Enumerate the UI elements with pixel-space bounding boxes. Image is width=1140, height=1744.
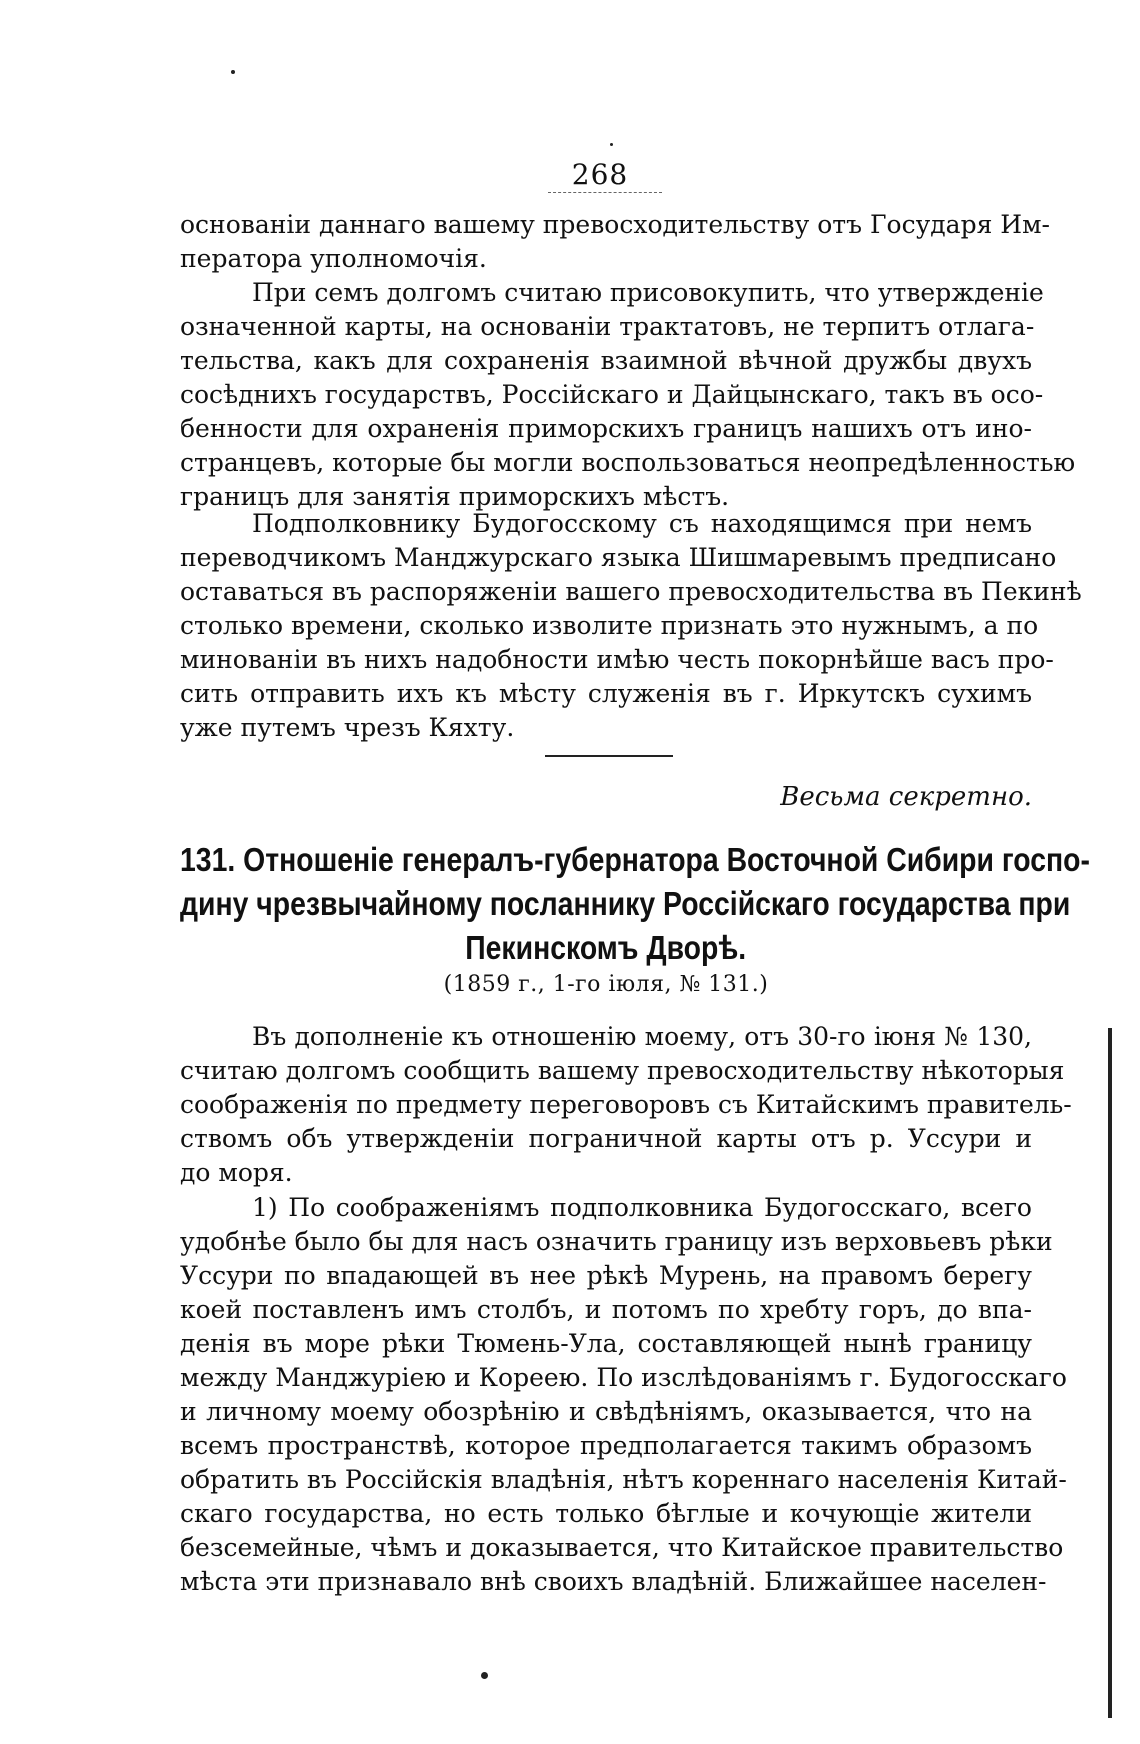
- paragraph-intro: [180, 1020, 1072, 1190]
- text-line: ператора уполномочія.: [180, 244, 487, 273]
- section-divider: [545, 755, 673, 757]
- scan-speck: [231, 70, 235, 74]
- text-line: коей поставленъ имъ столбъ, и потомъ по хребту горъ, до впа-: [180, 1295, 1032, 1324]
- paragraph-map: [180, 276, 1076, 514]
- text-line: При семъ долгомъ считаю присовокупить, что утвержденіе: [252, 278, 1044, 307]
- text-line: 1) По соображеніямъ подполковника Будогосскаго, всего: [252, 1193, 1032, 1222]
- text-line: означенной карты, на основаніи трактатовъ, не терпитъ отлага-: [180, 312, 1035, 341]
- text-line: оставаться въ распоряженіи вашего превосходительства въ Пекинѣ: [180, 577, 1082, 606]
- text-line: обратить въ Россійскія владѣнія, нѣтъ кореннаго населенія Китай-: [180, 1465, 1067, 1494]
- page-number: 268: [571, 158, 629, 191]
- text-line: ствомъ объ утвержденіи пограничной карты отъ р. Уссури и: [180, 1124, 1032, 1153]
- text-line: всемъ пространствѣ, которое предполагается такимъ образомъ: [180, 1431, 1032, 1460]
- text-line: переводчикомъ Манджурскаго языка Шишмаревымъ предписано: [180, 543, 1057, 572]
- scan-margin-shadow: [1108, 1028, 1112, 1718]
- paragraph-continuation: [180, 208, 1050, 276]
- text-line: мѣста эти признавало внѣ своихъ владѣній. Ближайшее населен-: [180, 1567, 1047, 1596]
- paragraph-budogossky: [180, 507, 1082, 745]
- text-line: странцевъ, которые бы могли воспользоваться неопредѣленностью: [180, 448, 1076, 477]
- text-line: Подполковнику Будогосскому съ находящимся при немъ: [252, 509, 1032, 538]
- heading-line: дину чрезвычайному посланнику Россійскаго государства при: [180, 885, 1071, 922]
- classification-label: Весьма секретно.: [780, 782, 1032, 812]
- text-line: между Манджуріею и Кореею. По изслѣдованіямъ г. Будогосскаго: [180, 1363, 1067, 1392]
- page-number-underline: [548, 192, 662, 193]
- paragraph-point-1: [180, 1191, 1067, 1599]
- text-line: Въ дополненіе къ отношенію моему, отъ 30-го іюня № 130,: [252, 1022, 1032, 1051]
- document-heading: [180, 838, 1090, 970]
- text-line: столько времени, сколько изволите признать это нужнымъ, а по: [180, 611, 1039, 640]
- heading-line: Пекинскомъ Дворѣ.: [465, 929, 747, 966]
- text-line: и личному моему обозрѣнію и свѣдѣніямъ, оказывается, что на: [180, 1397, 1032, 1426]
- text-line: основаніи даннаго вашему превосходительству отъ Государя Им-: [180, 210, 1050, 239]
- text-line: сить отправить ихъ къ мѣсту служенія въ г. Иркутскъ сухимъ: [180, 679, 1032, 708]
- text-line: до моря.: [180, 1158, 293, 1187]
- text-line: скаго государства, но есть только бѣглые и кочующіе жители: [180, 1499, 1032, 1528]
- scan-speck: [481, 1672, 488, 1679]
- text-line: соображенія по предмету переговоровъ съ Китайскимъ правитель-: [180, 1090, 1072, 1119]
- text-line: тельства, какъ для сохраненія взаимной вѣчной дружбы двухъ: [180, 346, 1032, 375]
- text-line: безсемейные, чѣмъ и доказывается, что Китайское правительство: [180, 1533, 1064, 1562]
- text-line: денія въ море рѣки Тюмень-Ула, составляющей нынѣ границу: [180, 1329, 1032, 1358]
- text-line: считаю долгомъ сообщить вашему превосходительству нѣкоторыя: [180, 1056, 1065, 1085]
- text-line: уже путемъ чрезъ Кяхту.: [180, 713, 515, 742]
- document-date: (1859 г., 1-го іюля, № 131.): [443, 972, 769, 997]
- text-line: бенности для охраненія приморскихъ границъ нашихъ отъ ино-: [180, 414, 1032, 443]
- scan-speck: [610, 143, 613, 146]
- text-line: Уссури по впадающей въ нее рѣкѣ Мурень, на правомъ берегу: [180, 1261, 1032, 1290]
- text-line: сосѣднихъ государствъ, Россійскаго и Дайцынскаго, такъ въ осо-: [180, 380, 1044, 409]
- heading-line: 131. Отношеніе генералъ-губернатора Восточной Сибири госпо-: [180, 841, 1090, 878]
- text-line: минованіи въ нихъ надобности имѣю честь покорнѣйше васъ про-: [180, 645, 1054, 674]
- text-line: границъ для занятія приморскихъ мѣстъ.: [180, 482, 730, 511]
- text-line: удобнѣе было бы для насъ означить границу изъ верховьевъ рѣки: [180, 1227, 1053, 1256]
